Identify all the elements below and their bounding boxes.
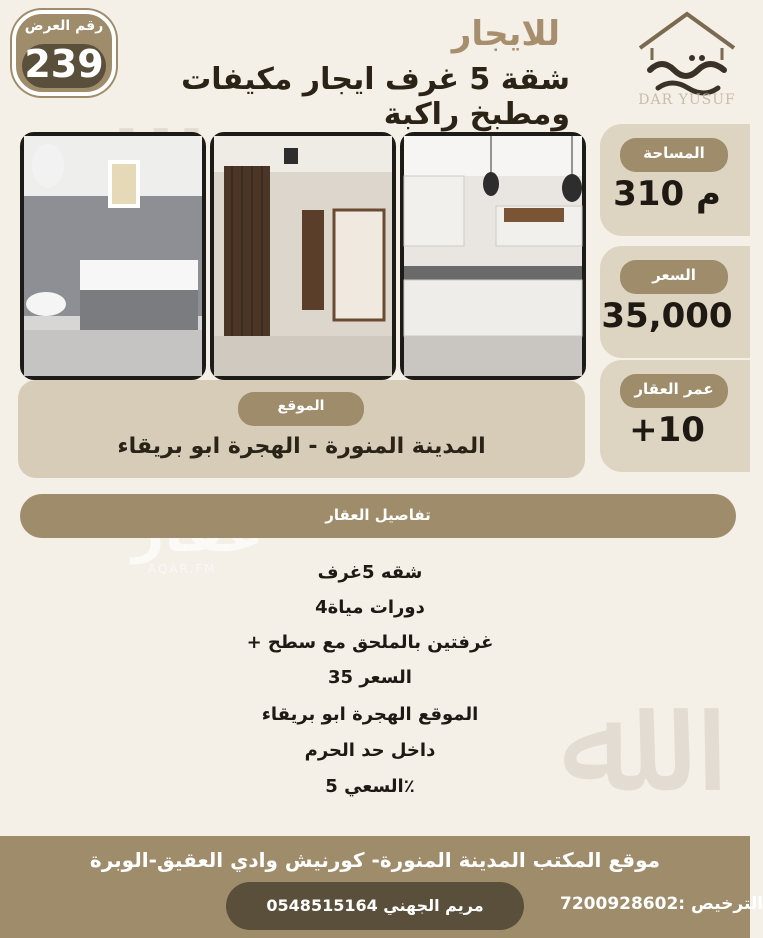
property-details-label: تفاصيل العقار [325,506,431,524]
bathroom-photo [20,132,206,380]
detail-line: + غرفتين بالملحق مع سطح [246,632,494,653]
contact-name-phone[interactable]: مريم الجهني 0548515164 [266,896,484,915]
footer [0,836,763,938]
price-label: السعر [652,266,696,284]
price-stat [600,246,750,358]
for-rent-title: للايجار [451,14,560,54]
detail-line: السعي 5٪ [325,776,415,797]
hallway-photo [210,132,396,380]
age-value: +10 [629,410,705,450]
property-details-bar [20,494,736,538]
age-label: عمر العقار [634,380,714,398]
detail-line: داخل حد الحرم [304,740,436,761]
offer-number-badge [12,10,116,96]
logo-english-text: DAR YUSUF [638,92,736,108]
detail-line: شقه 5غرف [317,562,423,583]
decorative-calligraphy: ﷲ [560,661,643,824]
offer-number-label: رقم العرض [24,18,104,34]
detail-line: الموقع الهجرة ابو بريقاء [261,704,479,725]
detail-line: 4دورات مياة [315,597,425,618]
aqar-watermark-sub: AQAR.FM [148,562,217,576]
area-label: المساحة [643,144,705,162]
license-number: الترخيص :7200928602 [560,894,763,914]
location-box [18,380,585,478]
location-value: المدينة المنورة - الهجرة ابو بريقاء [117,434,486,459]
contact-pill[interactable] [226,882,524,930]
offer-number-value: 239 [24,42,104,86]
location-label: الموقع [277,398,325,414]
kitchen-photo [400,132,586,380]
property-age-stat [600,360,750,472]
price-value: 35,000 [601,296,733,336]
detail-line: السعر 35 [328,667,412,688]
area-value: 310 م [613,174,721,214]
area-stat [600,124,750,236]
office-location: موقع المكتب المدينة المنورة- كورنيش وادي العقيق-الوبرة [89,848,661,872]
listing-headline: شقة 5 غرف ايجار مكيفات ومطبخ راكبة [181,62,570,132]
